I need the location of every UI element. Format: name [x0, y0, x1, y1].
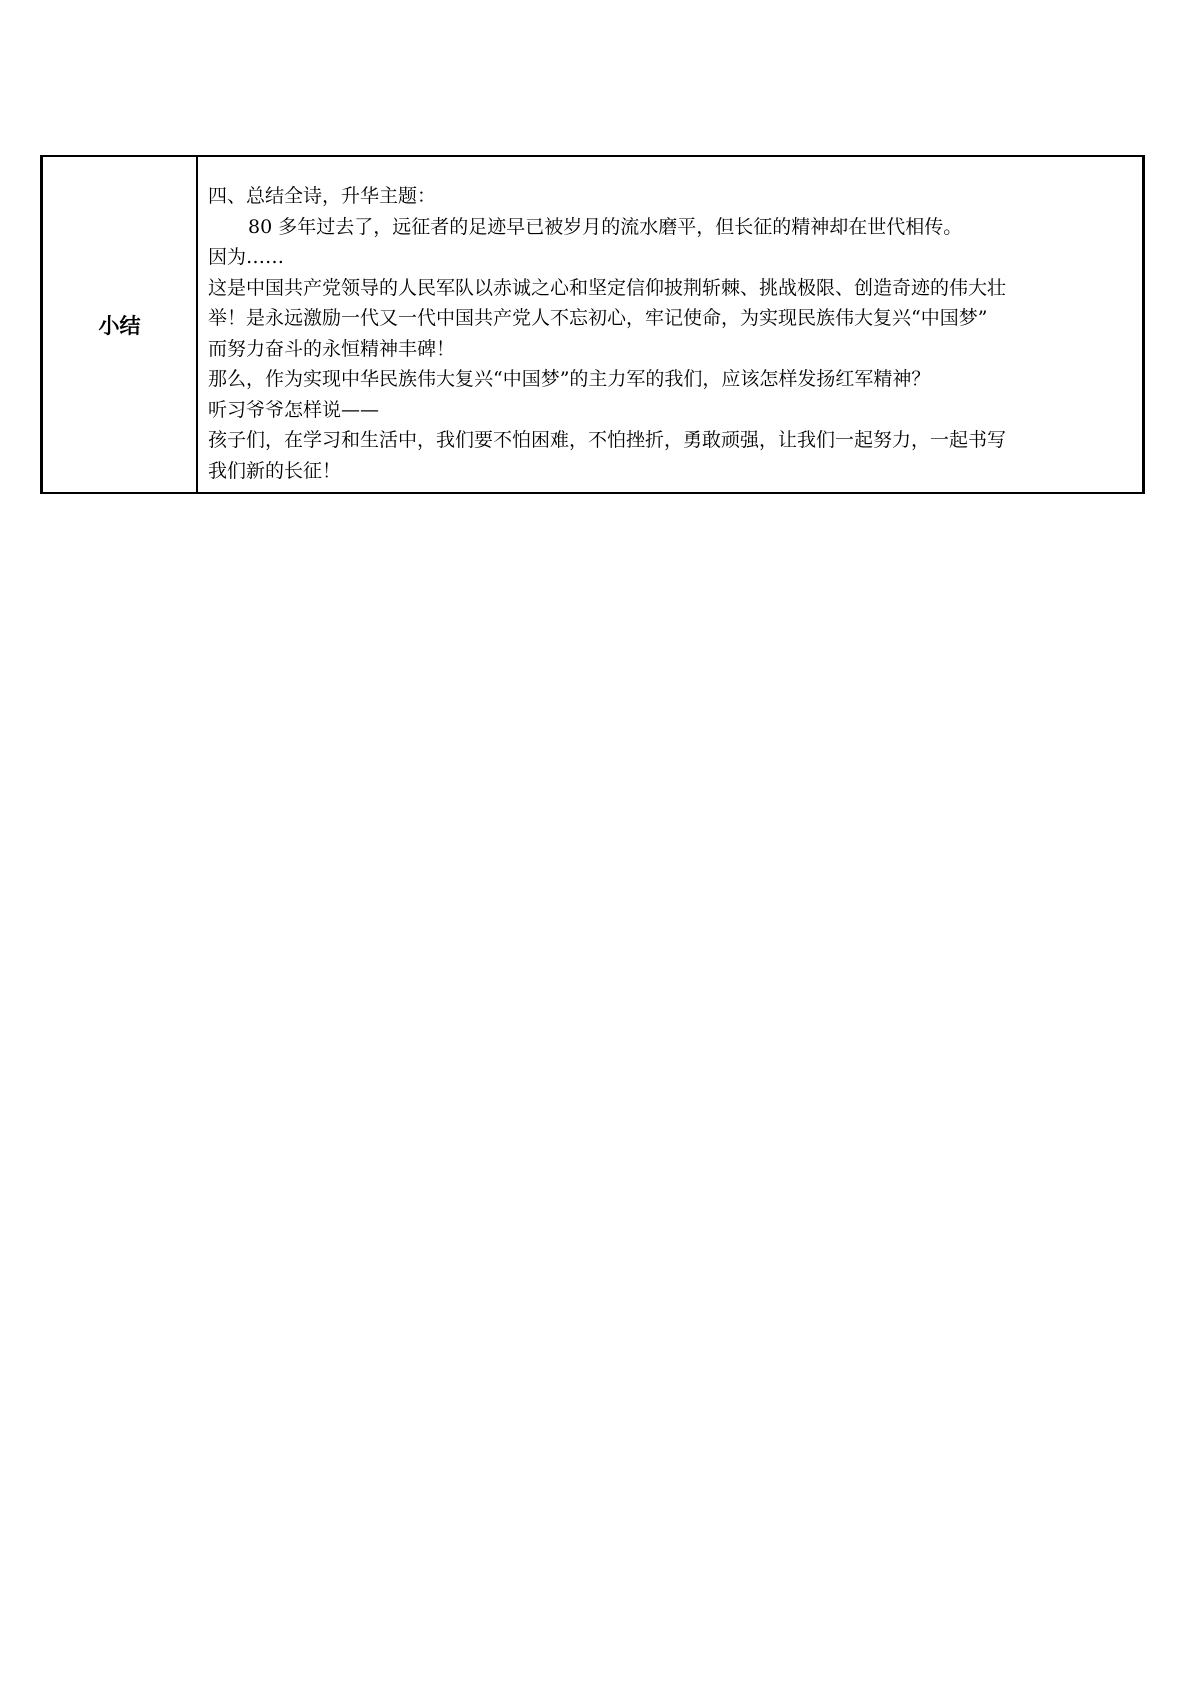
content-line-because: 因为……: [208, 246, 285, 268]
content-line-intro: 80 多年过去了，远征者的足迹早已被岁月的流水磨平，但长征的精神却在世代相传。: [248, 215, 963, 238]
summary-row: [42, 156, 1144, 493]
content-line-paragraph: 而努力奋斗的永恒精神丰碑！: [208, 337, 456, 360]
content-line-heading: 四、总结全诗，升华主题：: [208, 185, 437, 207]
content-line-paragraph: 举！是永远激励一代又一代中国共产党人不忘初心，牢记使命，为实现民族伟大复兴“中国梦”: [208, 307, 988, 329]
content-line-paragraph: 这是中国共产党领导的人民军队以赤诚之心和坚定信仰披荆斩棘、挑战极限、创造奇迹的伟大壮: [208, 276, 1007, 299]
summary-content: [197, 156, 1144, 493]
content-line-question: 那么，作为实现中华民族伟大复兴“中国梦”的主力军的我们，应该怎样发扬红军精神？: [208, 368, 931, 390]
content-line-closing: 孩子们，在学习和生活中，我们要不怕困难，不怕挫折，勇敢顽强，让我们一起努力，一起书写: [208, 429, 1007, 451]
summary-label: 小结: [42, 156, 198, 493]
content-line-quote-intro: 听习爷爷怎样说——: [208, 398, 380, 421]
content-line-closing: 我们新的长征！: [208, 459, 342, 482]
summary-table: [40, 155, 1145, 494]
